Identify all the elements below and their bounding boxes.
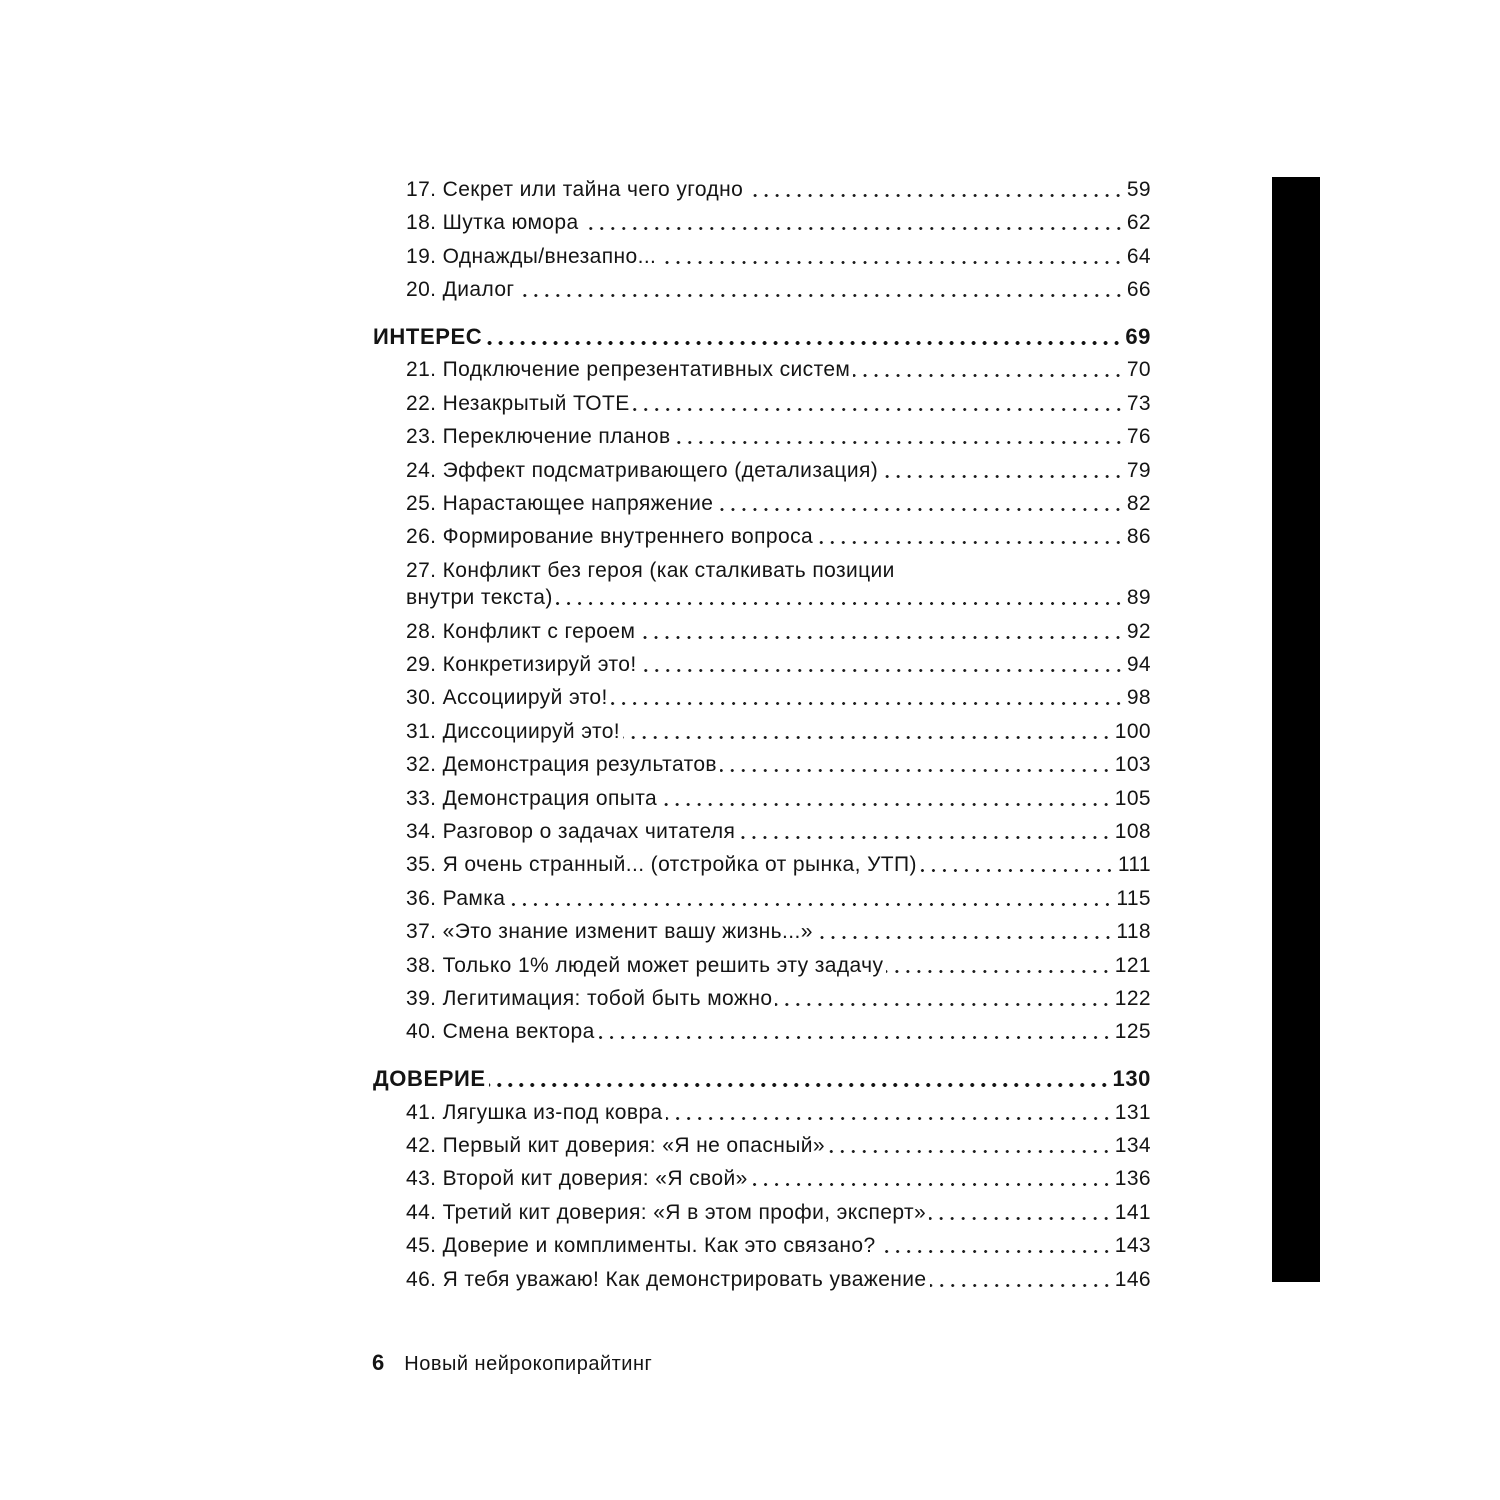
- toc-item[interactable]: [406, 526, 1151, 547]
- toc-item-title: 26. Формирование внутреннего вопроса: [406, 525, 814, 549]
- toc-item-title: 19. Однажды/внезапно...: [406, 244, 657, 268]
- toc-page-number: 69: [1125, 323, 1151, 349]
- toc-item-title: 34. Разговор о задачах читателя: [406, 820, 736, 843]
- toc-item[interactable]: [406, 621, 1151, 642]
- dot-leader: [633, 408, 1124, 411]
- dot-leader: [828, 1150, 1112, 1153]
- toc-item-title: 43. Второй кит доверия: «Я свой»: [406, 1167, 748, 1191]
- toc-item-title: 18. Шутка юмора: [406, 211, 579, 235]
- toc-item[interactable]: [406, 921, 1151, 942]
- toc-item[interactable]: [406, 1135, 1151, 1156]
- toc-item-title: 21. Подключение репрезентативных систем: [406, 358, 851, 382]
- dot-leader: [816, 541, 1124, 544]
- toc-page-number: 92: [1126, 619, 1151, 643]
- toc-item-title: 17. Секрет или тайна чего угодно: [406, 178, 744, 201]
- toc-page-number: 136: [1114, 1167, 1151, 1191]
- toc-page-number: 73: [1126, 391, 1151, 415]
- toc-item[interactable]: [406, 821, 1151, 842]
- toc-item-title: 46. Я тебя уважаю! Как демонстрировать уважение: [406, 1267, 927, 1291]
- toc-item[interactable]: [406, 587, 1151, 608]
- toc-page-number: 89: [1126, 586, 1151, 610]
- toc-page-number: 143: [1114, 1234, 1151, 1258]
- dot-leader: [751, 1183, 1112, 1186]
- toc-item-title: 39. Легитимация: тобой быть можно: [406, 987, 773, 1010]
- toc-page-number: 122: [1114, 987, 1151, 1010]
- book-title: Новый нейрокопирайтинг: [404, 1353, 653, 1375]
- toc-item-title: 29. Конкретизируй это!: [406, 653, 637, 676]
- toc-item-title: 38. Только 1% людей может решить эту задачу: [406, 953, 884, 977]
- toc-item[interactable]: [406, 212, 1151, 233]
- toc-page-number: 118: [1116, 920, 1151, 944]
- dot-leader: [518, 294, 1124, 297]
- dot-leader: [881, 475, 1124, 478]
- toc-item-title: 37. «Это знание изменит вашу жизнь...»: [406, 920, 813, 944]
- toc-item[interactable]: [406, 654, 1151, 675]
- toc-item[interactable]: [406, 460, 1151, 481]
- dot-leader: [623, 736, 1112, 739]
- toc-item-title: внутри текста): [406, 586, 553, 610]
- dot-leader: [920, 869, 1115, 872]
- toc-page-number: 105: [1114, 786, 1151, 810]
- toc-page-number: 62: [1126, 211, 1151, 235]
- toc-item-title: 42. Первый кит доверия: «Я не опасный»: [406, 1134, 825, 1157]
- toc-section[interactable]: [373, 1065, 1151, 1091]
- toc-item[interactable]: [406, 426, 1151, 447]
- toc-page-number: 131: [1114, 1100, 1151, 1124]
- dot-leader: [659, 261, 1124, 264]
- toc-item-title: 22. Незакрытый ТОТЕ: [406, 391, 630, 415]
- toc-item[interactable]: [406, 1021, 1151, 1042]
- toc-page-number: 66: [1126, 278, 1151, 302]
- toc-item-title: 40. Смена вектора: [406, 1020, 595, 1044]
- toc-item[interactable]: [406, 1102, 1151, 1123]
- toc-item-title: 44. Третий кит доверия: «Я в этом профи, эксперт»: [406, 1200, 927, 1224]
- dot-leader: [929, 1217, 1112, 1220]
- toc-item[interactable]: [406, 1168, 1151, 1189]
- toc-item[interactable]: [406, 1235, 1151, 1256]
- toc-page-number: 146: [1114, 1267, 1151, 1291]
- dot-leader: [660, 803, 1112, 806]
- toc-item[interactable]: [406, 854, 1151, 875]
- toc-item-title: 41. Лягушка из-под ковра: [406, 1100, 663, 1124]
- dot-leader: [746, 194, 1124, 197]
- dot-leader: [666, 1117, 1112, 1120]
- dot-leader: [674, 441, 1124, 444]
- dot-leader: [611, 702, 1124, 705]
- dot-leader: [638, 636, 1124, 639]
- dot-leader: [738, 836, 1111, 839]
- toc-item[interactable]: [406, 988, 1151, 1009]
- toc-item[interactable]: [406, 754, 1151, 775]
- dot-leader: [556, 602, 1124, 605]
- dot-leader: [816, 936, 1114, 939]
- toc-page-number: 70: [1126, 358, 1151, 382]
- toc-page-number: 79: [1126, 458, 1151, 482]
- toc-item[interactable]: [406, 393, 1151, 414]
- toc-page-number: 100: [1114, 719, 1151, 743]
- toc-page-number: 94: [1126, 653, 1151, 676]
- toc-page-number: 130: [1112, 1065, 1151, 1091]
- toc-item[interactable]: [406, 359, 1151, 380]
- toc-section-title: ИНТЕРЕС: [373, 323, 483, 349]
- dot-leader: [508, 903, 1113, 906]
- page-footer: [372, 1350, 652, 1376]
- toc-page-number: 115: [1116, 886, 1151, 910]
- toc-page-number: 125: [1114, 1020, 1151, 1044]
- toc-item[interactable]: [406, 279, 1151, 300]
- toc-page-number: 59: [1126, 178, 1151, 201]
- toc-item[interactable]: [406, 1269, 1151, 1290]
- page-number: 6: [372, 1350, 385, 1375]
- toc-section[interactable]: [373, 323, 1151, 349]
- toc-item[interactable]: [406, 179, 1151, 200]
- toc-item-title: 33. Демонстрация опыта: [406, 786, 658, 810]
- toc-page-number: 64: [1126, 244, 1151, 268]
- toc-section-title: ДОВЕРИЕ: [373, 1065, 486, 1091]
- edge-tab-marker: [1272, 177, 1320, 1282]
- toc-page-number: 108: [1114, 820, 1151, 843]
- toc-page-number: 82: [1126, 492, 1151, 515]
- toc-item-title: 20. Диалог: [406, 278, 515, 302]
- dot-leader: [886, 970, 1111, 973]
- toc-item[interactable]: [406, 888, 1151, 909]
- dot-leader: [930, 1284, 1112, 1287]
- toc-item-title-line: 27. Конфликт без героя (как сталкивать позиции: [406, 559, 895, 583]
- dot-leader: [598, 1036, 1112, 1039]
- toc-item[interactable]: [406, 687, 1151, 708]
- toc-page-number: 76: [1126, 425, 1151, 449]
- dot-leader: [582, 227, 1124, 230]
- dot-leader: [879, 1250, 1112, 1253]
- toc-item[interactable]: [406, 788, 1151, 809]
- toc-page-number: 98: [1126, 686, 1151, 710]
- toc-page-number: 121: [1114, 953, 1151, 977]
- toc-item[interactable]: [406, 246, 1151, 267]
- toc-item-title: 30. Ассоциируй это!: [406, 686, 608, 710]
- toc-item-title: 23. Переключение планов: [406, 425, 671, 449]
- toc-item-title: 25. Нарастающее напряжение: [406, 492, 714, 515]
- toc-page-number: 111: [1117, 853, 1151, 877]
- toc-item[interactable]: [406, 721, 1151, 742]
- toc-item-title: 32. Демонстрация результатов: [406, 753, 717, 777]
- toc-item-title: 28. Конфликт с героем: [406, 619, 636, 643]
- toc-page-number: 141: [1114, 1200, 1151, 1224]
- dot-leader: [720, 769, 1112, 772]
- toc-item[interactable]: [406, 1202, 1151, 1223]
- dot-leader: [853, 374, 1124, 377]
- toc-item-title: 24. Эффект подсматривающего (детализация): [406, 458, 879, 482]
- dot-leader: [489, 1083, 1110, 1087]
- toc-page-number: 86: [1126, 525, 1151, 549]
- toc-item-title: 31. Диссоциируй это!: [406, 719, 621, 743]
- toc-item-title: 36. Рамка: [406, 886, 506, 910]
- toc-item-title: 45. Доверие и комплименты. Как это связано?: [406, 1234, 876, 1258]
- toc-item[interactable]: [406, 493, 1151, 514]
- toc-page-number: 103: [1114, 753, 1151, 777]
- dot-leader: [640, 669, 1124, 672]
- dot-leader: [716, 508, 1123, 511]
- toc-page-number: 134: [1114, 1134, 1151, 1157]
- toc-item[interactable]: [406, 955, 1151, 976]
- toc-item-title: 35. Я очень странный... (отстройка от рынка, УТП): [406, 853, 917, 877]
- dot-leader: [775, 1003, 1111, 1006]
- dot-leader: [485, 341, 1122, 345]
